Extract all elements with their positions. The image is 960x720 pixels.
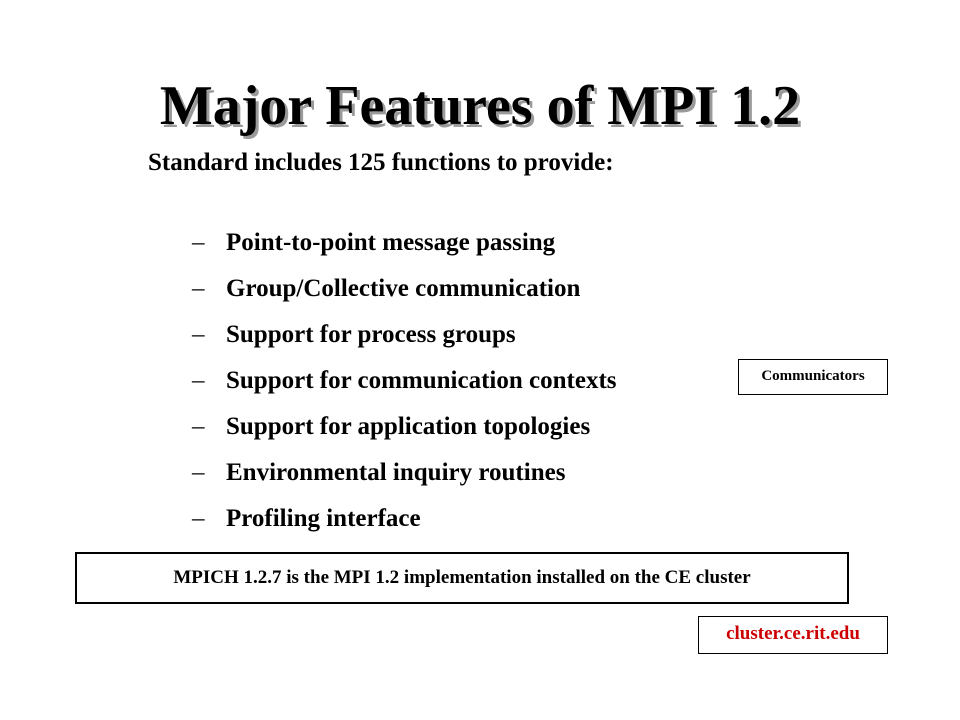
bullet-dash: – (192, 275, 205, 302)
slide-title: Major Features of MPI 1.2 (159, 74, 801, 137)
bullet-dash: – (192, 321, 205, 348)
list-item-text: Support for process groups (226, 321, 516, 348)
bullet-dash: – (192, 229, 205, 256)
bullet-dash: – (192, 505, 205, 532)
list-item (192, 404, 617, 450)
list-item-text: Environmental inquiry routines (226, 459, 566, 486)
intro-text: Standard includes 125 functions to provide: (148, 149, 614, 176)
mpich-note-box: MPICH 1.2.7 is the MPI 1.2 implementation installed on the CE cluster (75, 552, 849, 604)
communicators-callout: Communicators (738, 359, 888, 395)
list-item-text: Support for application topologies (226, 413, 591, 440)
list-item (192, 312, 617, 358)
bullet-dash: – (192, 367, 205, 394)
list-item (192, 358, 617, 404)
list-item-text: Profiling interface (226, 505, 421, 532)
list-item-text: Point-to-point message passing (226, 229, 556, 256)
list-item (192, 450, 617, 496)
bullet-dash: – (192, 459, 205, 486)
list-item (192, 266, 617, 312)
feature-list (192, 220, 617, 542)
cluster-url-box: cluster.ce.rit.edu (698, 616, 888, 654)
list-item-text: Group/Collective communication (226, 275, 581, 302)
list-item (192, 496, 617, 542)
list-item-text: Support for communication contexts (226, 367, 617, 394)
list-item (192, 220, 617, 266)
bullet-dash: – (192, 413, 205, 440)
